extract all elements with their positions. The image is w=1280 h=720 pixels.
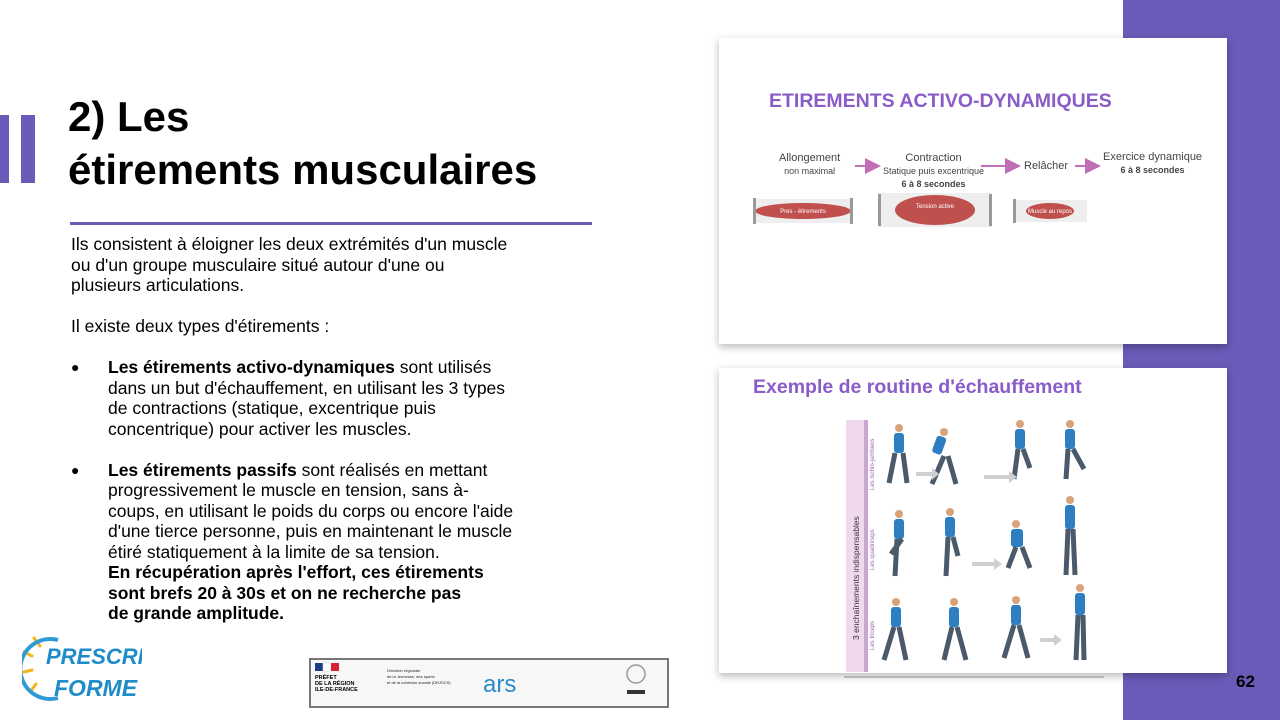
intro-line: Ils consistent à éloigner les deux extrémités d'un muscle <box>71 234 508 254</box>
step-exercice-dynamique: Exercice dynamique 6 à 8 secondes <box>1103 151 1203 175</box>
step-contraction: Contraction Statique puis excentrique 6 à 8 secondes <box>883 152 985 189</box>
bullet-text: d'une tierce personne, puis en maintenant le muscle <box>108 521 513 541</box>
warmup-routine-figure <box>844 420 1104 678</box>
intro-line: ou d'un groupe musculaire situé autour d'une ou <box>71 254 445 275</box>
svg-text:et de la cohésion sociale (DRJ: et de la cohésion sociale (DRJSCS) <box>387 680 451 685</box>
card-title: ETIREMENTS ACTIVO-DYNAMIQUES <box>769 90 1112 112</box>
slide-title-line2: étirements musculaires <box>68 146 538 193</box>
prescriforme-logo-icon <box>22 632 142 706</box>
bullet-text: sont utilisés <box>394 357 492 377</box>
bullet-text: coups, en utilisant le poids du corps ou encore l'aide <box>108 500 514 521</box>
bullet-text: étiré statiquement à la limite de sa tension. <box>108 541 440 562</box>
title-underline <box>70 222 592 225</box>
svg-text:DE LA RÉGION: DE LA RÉGION <box>315 681 355 687</box>
stretching-diagram <box>719 38 1227 344</box>
types-intro: Il existe deux types d'étirements : <box>71 316 330 336</box>
card-title: Exemple de routine d'échauffement <box>753 376 1082 398</box>
bullet-text: dans un but d'échauffement, en utilisant les 3 types <box>108 377 506 398</box>
svg-text:de la Jeunesse, des sports: de la Jeunesse, des sports <box>387 674 435 679</box>
svg-text:ILE-DE-FRANCE: ILE-DE-FRANCE <box>315 687 358 693</box>
accent-bar-left <box>0 115 9 183</box>
muscle-label: Tension active <box>915 204 955 210</box>
slide-title-line1: 2) Les <box>68 93 190 140</box>
step-allongement: Allongement non maximal <box>779 152 841 176</box>
bullet-bold-note: de grande amplitude. <box>108 603 284 623</box>
bullet-bold-note: sont brefs 20 à 30s et on ne recherche pas <box>108 582 462 603</box>
side-label: 3 enchaînements indispensables <box>851 516 861 640</box>
bullet-bold-note: En récupération après l'effort, ces étirements <box>108 562 484 582</box>
step-relacher: Relâcher <box>1024 160 1069 172</box>
body-text <box>71 234 601 624</box>
muscle-label: Pres - étirements <box>780 209 826 215</box>
bullet-text: concentrique) pour activer les muscles. <box>108 418 412 439</box>
sequence-arrow-icon <box>916 468 1062 646</box>
bullet-passifs <box>71 460 601 624</box>
svg-text:Direction régionale: Direction régionale <box>387 668 421 673</box>
svg-text:FORME: FORME <box>54 675 138 701</box>
page-number: 62 <box>1236 672 1255 691</box>
prescriforme-logo <box>22 632 142 706</box>
exercise-figures-icon <box>884 420 1085 660</box>
activo-dynamic-card <box>719 38 1227 344</box>
muscle-active-tension-icon <box>878 193 992 227</box>
intro-line: plusieurs articulations. <box>71 275 245 295</box>
bullet-text: de contractions (statique, excentrique puis <box>108 398 436 418</box>
svg-text:PRESCRI': PRESCRI' <box>46 644 142 669</box>
row-label: Les ischio-jambiers <box>870 438 876 490</box>
accent-bar-right <box>21 115 35 183</box>
bullet-activo-dynamiques <box>71 357 601 439</box>
bullet-bold: Les étirements activo-dynamiques <box>108 357 395 377</box>
partner-logos <box>309 658 669 708</box>
warmup-routine-card <box>719 368 1227 673</box>
row-label: Les quadriceps <box>870 529 876 570</box>
row-label: Les triceps <box>870 620 876 650</box>
bullet-bold: Les étirements passifs <box>108 459 297 480</box>
muscle-label: Muscle au repos <box>1027 209 1073 215</box>
bullet-dot-icon: ● <box>71 359 80 375</box>
bullet-text: progressivement le muscle en tension, sans à- <box>108 480 469 500</box>
slide-title <box>68 90 537 196</box>
bullet-text: sont réalisés en mettant <box>296 459 488 480</box>
svg-text:ars: ars <box>483 671 517 698</box>
bullet-dot-icon: ● <box>71 461 80 478</box>
partner-logos-icon <box>311 660 667 706</box>
svg-text:PRÉFET: PRÉFET <box>315 675 337 681</box>
